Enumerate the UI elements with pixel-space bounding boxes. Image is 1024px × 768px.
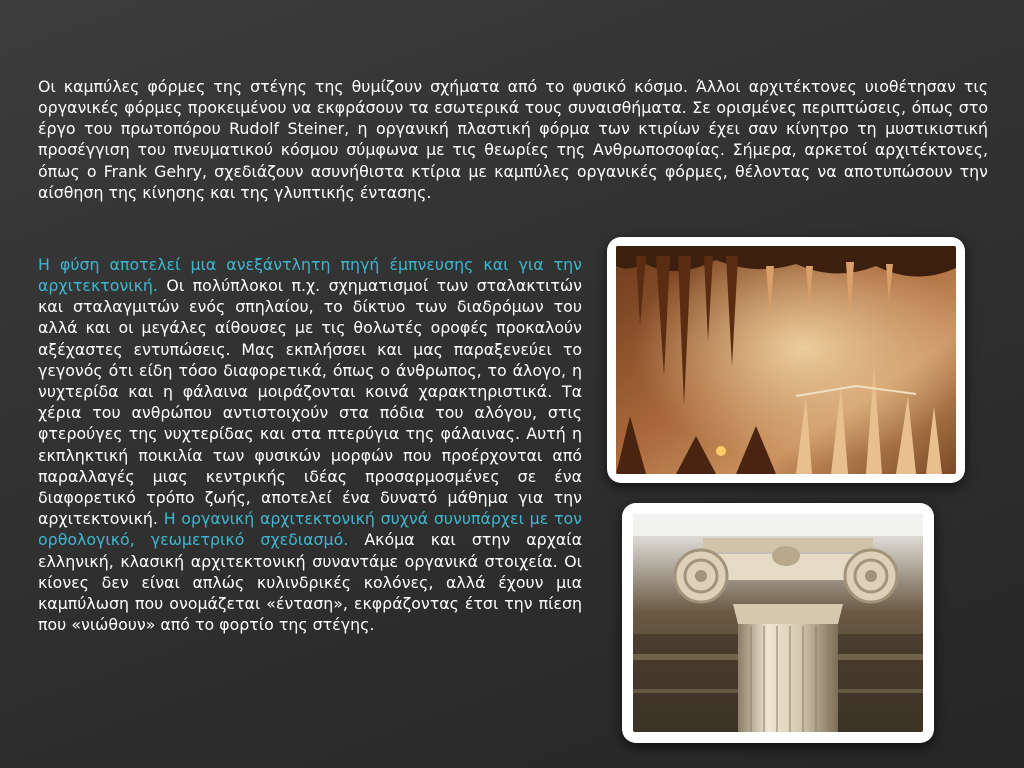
body-paragraph — [38, 254, 582, 636]
intro-paragraph: Οι καμπύλες φόρμες της στέγης της θυμίζουν σχήματα από το φυσικό κόσμο. Άλλοι αρχιτέκτονες υιοθέτησαν τις οργανικές φόρμες προκειμένου να εκφράσουν τα εσωτερικά τους συναισθήματα. Σε ορισμένες περιπτώσεις, όπως στο έργο του πρωτοπόρου Rudolf Steiner, η οργανική πλαστική φόρμα των κτιρίων έχει σαν κίνητρο τη μυστικιστική προσέγγιση του πνευματικού κόσμου σύμφωνα με τις θεωρίες της Ανθρωποσοφίας. Σήμερα, αρκετοί αρχιτέκτονες, όπως ο Frank Gehry, σχεδιάζουν ασυνήθιστα κτίρια με καμπύλες οργανικές φόρμες, θέλοντας να αποτυπώσουν την αίσθηση της κίνησης και της γλυπτικής έντασης. — [38, 76, 988, 202]
cave-photo-frame — [607, 237, 965, 483]
highlight-sentence: Η οργανική αρχιτεκτονική συχνά συνυπάρχει με τον ορθολογικό, γεωμετρικό σχεδιασμό. — [38, 509, 582, 550]
body-text-part2: Ακόμα και στην αρχαία ελληνική, κλασική αρχιτεκτονική συναντάμε οργανικά στοιχεία. Οι κίονες δεν είναι απλώς κυλινδρικές κολόνες, αλλά έχουν μια καμπύλωση που ονομάζεται «ένταση», εκφράζοντας έτσι την πίεση που «νιώθουν» από το φορτίο της στέγης. — [38, 530, 582, 635]
cave-stalactites-image — [616, 246, 956, 474]
column-photo-frame — [622, 503, 934, 743]
lead-sentence: Η φύση αποτελεί μια ανεξάντλητη πηγή έμπνευσης και για την αρχιτεκτονική. — [38, 254, 582, 295]
ionic-column-image — [633, 514, 923, 732]
body-text-part1: Οι πολύπλοκοι π.χ. σχηματισμοί των σταλακτιτών και σταλαγμιτών ενός σπηλαίου, το δίκτυο των διαδρόμων του αλλά και οι μεγάλες αίθουσες με τις θολωτές οροφές προκαλούν αξέχαστες εντυπώσεις. Μας εκπλήσσει και μας παραξενεύει το γεγονός ότι είδη τόσο διαφορετικά, όπως ο άνθρωπος, το άλογο, η νυχτερίδα και η φάλαινα μοιράζονται κοινά χαρακτηριστικά. Τα χέρια του ανθρώπου αντιστοιχούν στα πόδια του αλόγου, στις φτερούγες της νυχτερίδας και στα πτερύγια της φάλαινας. Αυτή η εκπληκτική ποικιλία των φυσικών μορφών που προέρχονται από παραλλαγές μιας κεντρικής ιδέας προσαρμοσμένες σε ένα διαφορετικό τρόπο ζωής, αποτελεί ένα δυνατό μάθημα για την αρχιτεκτονική. — [38, 276, 582, 529]
